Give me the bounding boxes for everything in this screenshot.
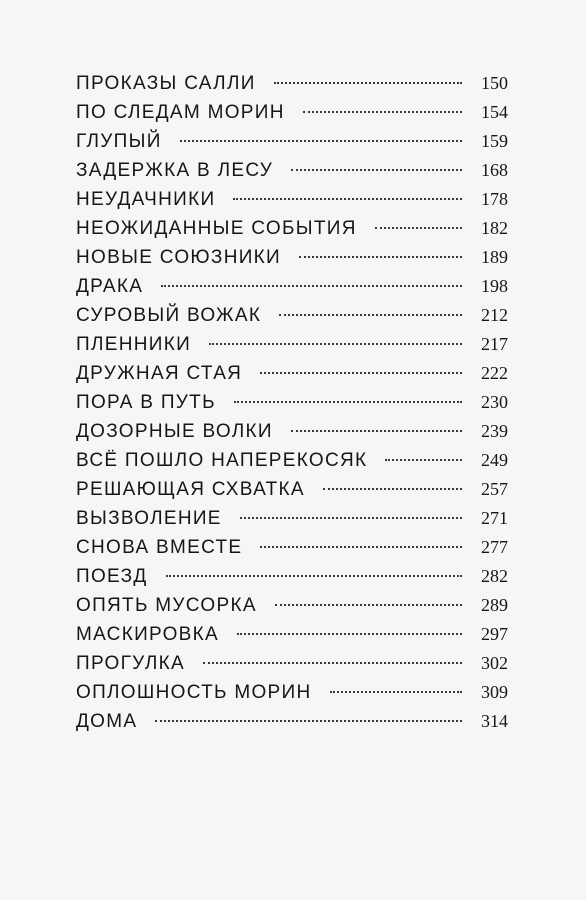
- toc-entry-page-number: 249: [481, 450, 508, 470]
- toc-entry: [76, 185, 508, 214]
- toc-entry-title: СНОВА ВМЕСТЕ: [76, 537, 243, 558]
- toc-leader-dots: [166, 575, 462, 577]
- toc-leader-dots: [260, 372, 462, 374]
- toc-entry-page-number: 257: [481, 479, 508, 499]
- toc-leader-dots: [209, 343, 462, 345]
- toc-leader-dots: [299, 256, 462, 258]
- toc-entry-page-number: 217: [481, 334, 508, 354]
- toc-entry: [76, 591, 508, 620]
- toc-entry-page-number: 230: [481, 392, 508, 412]
- toc-leader-dots: [203, 662, 462, 664]
- toc-entry: [76, 69, 508, 98]
- toc-entry: [76, 475, 508, 504]
- toc-entry-page-number: 277: [481, 537, 508, 557]
- toc-leader-dots: [291, 430, 462, 432]
- toc-leader-dots: [385, 459, 462, 461]
- toc-entry-title: ДОЗОРНЫЕ ВОЛКИ: [76, 421, 273, 442]
- toc-entry-title: НОВЫЕ СОЮЗНИКИ: [76, 247, 281, 268]
- toc-entry-page-number: 282: [481, 566, 508, 586]
- toc-leader-dots: [275, 604, 462, 606]
- toc-leader-dots: [234, 401, 462, 403]
- table-of-contents: [76, 69, 508, 736]
- toc-entry-page-number: 178: [481, 189, 508, 209]
- toc-leader-dots: [375, 227, 462, 229]
- toc-entry: [76, 562, 508, 591]
- toc-leader-dots: [291, 169, 462, 171]
- toc-entry: [76, 359, 508, 388]
- toc-entry: [76, 98, 508, 127]
- toc-entry: [76, 156, 508, 185]
- toc-entry: [76, 214, 508, 243]
- toc-entry-title: ЗАДЕРЖКА В ЛЕСУ: [76, 160, 274, 181]
- toc-entry-title: НЕОЖИДАННЫЕ СОБЫТИЯ: [76, 218, 357, 239]
- toc-entry: [76, 127, 508, 156]
- toc-entry: [76, 417, 508, 446]
- toc-entry-page-number: 297: [481, 624, 508, 644]
- toc-entry-title: ОПЯТЬ МУСОРКА: [76, 595, 257, 616]
- toc-entry-title: ДРУЖНАЯ СТАЯ: [76, 363, 243, 384]
- toc-entry-page-number: 182: [481, 218, 508, 238]
- toc-entry-title: ВСЁ ПОШЛО НАПЕРЕКОСЯК: [76, 450, 368, 471]
- toc-leader-dots: [323, 488, 462, 490]
- toc-leader-dots: [303, 111, 462, 113]
- toc-entry-page-number: 212: [481, 305, 508, 325]
- toc-entry-title: ОПЛОШНОСТЬ МОРИН: [76, 682, 312, 703]
- toc-leader-dots: [260, 546, 462, 548]
- toc-entry: [76, 533, 508, 562]
- toc-entry-title: ПЛЕННИКИ: [76, 334, 192, 355]
- toc-leader-dots: [240, 517, 462, 519]
- toc-leader-dots: [161, 285, 462, 287]
- toc-entry-title: ПО СЛЕДАМ МОРИН: [76, 102, 285, 123]
- toc-entry: [76, 446, 508, 475]
- toc-entry-page-number: 222: [481, 363, 508, 383]
- toc-entry: [76, 707, 508, 736]
- toc-entry-page-number: 154: [481, 102, 508, 122]
- toc-entry-page-number: 239: [481, 421, 508, 441]
- toc-leader-dots: [330, 691, 463, 693]
- toc-entry-title: ВЫЗВОЛЕНИЕ: [76, 508, 222, 529]
- toc-entry-page-number: 314: [481, 711, 508, 731]
- toc-entry-title: ПОРА В ПУТЬ: [76, 392, 216, 413]
- toc-entry-page-number: 198: [481, 276, 508, 296]
- toc-leader-dots: [233, 198, 462, 200]
- toc-entry: [76, 243, 508, 272]
- toc-entry-page-number: 189: [481, 247, 508, 267]
- toc-entry: [76, 504, 508, 533]
- toc-leader-dots: [180, 140, 462, 142]
- toc-entry-page-number: 309: [481, 682, 508, 702]
- toc-entry-title: ДРАКА: [76, 276, 144, 297]
- toc-entry-title: ПРОГУЛКА: [76, 653, 186, 674]
- toc-entry-title: СУРОВЫЙ ВОЖАК: [76, 305, 262, 326]
- toc-entry-title: НЕУДАЧНИКИ: [76, 189, 216, 210]
- toc-entry-title: ПОЕЗД: [76, 566, 148, 587]
- toc-entry: [76, 620, 508, 649]
- toc-leader-dots: [155, 720, 462, 722]
- toc-entry: [76, 301, 508, 330]
- toc-entry-title: ПРОКАЗЫ САЛЛИ: [76, 73, 256, 94]
- toc-leader-dots: [279, 314, 462, 316]
- toc-entry: [76, 388, 508, 417]
- toc-entry: [76, 649, 508, 678]
- toc-entry-page-number: 150: [481, 73, 508, 93]
- toc-leader-dots: [274, 82, 462, 84]
- toc-entry-page-number: 289: [481, 595, 508, 615]
- toc-entry-title: ГЛУПЫЙ: [76, 131, 162, 152]
- toc-entry: [76, 272, 508, 301]
- toc-entry-page-number: 302: [481, 653, 508, 673]
- toc-entry: [76, 330, 508, 359]
- toc-entry-title: МАСКИРОВКА: [76, 624, 219, 645]
- toc-entry-title: ДОМА: [76, 711, 138, 732]
- toc-leader-dots: [237, 633, 462, 635]
- toc-entry-page-number: 159: [481, 131, 508, 151]
- toc-entry-title: РЕШАЮЩАЯ СХВАТКА: [76, 479, 305, 500]
- toc-entry: [76, 678, 508, 707]
- toc-entry-page-number: 168: [481, 160, 508, 180]
- toc-entry-page-number: 271: [481, 508, 508, 528]
